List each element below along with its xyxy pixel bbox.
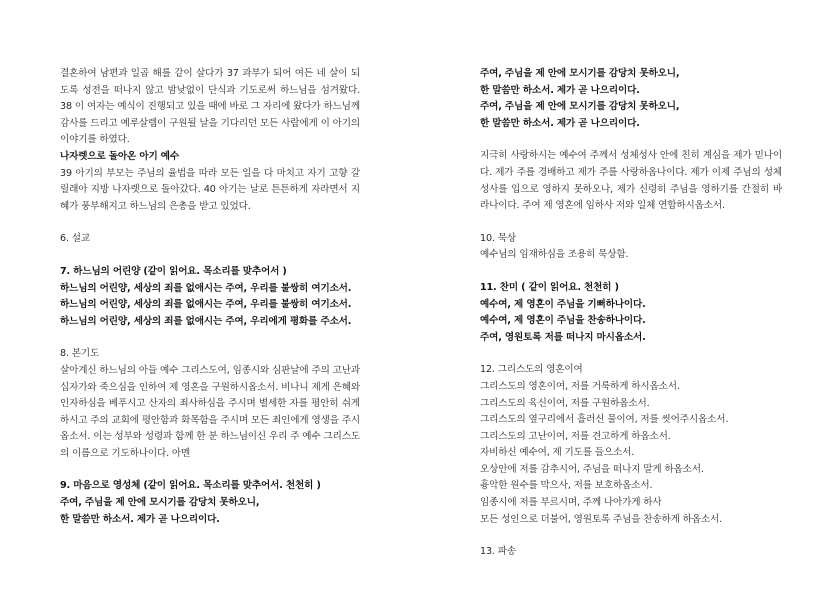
section-7-title: 7. 하느님의 어린양 (같이 읽어요. 목소리를 맞추어서 ) bbox=[60, 265, 287, 277]
agnus-dei-line: 하느님의 어린양, 세상의 죄를 없애시는 주여, 우리를 불쌍히 여기소서. bbox=[60, 282, 352, 294]
anima-christi-line: 그리스도의 옆구리에서 흘러신 물이여, 저를 씻어주시옵소서. bbox=[480, 414, 729, 426]
praise-line: 주여, 영원토록 저를 떠나지 마시옵소서. bbox=[480, 331, 646, 343]
anima-christi-line: 그리스도의 영혼이여, 저를 거룩하게 하시옵소서. bbox=[480, 380, 680, 392]
section-12-title: 12. 그리스도의 영혼이여 bbox=[480, 364, 583, 376]
section-10-text: 예수님의 임재하심을 조용히 묵상함. bbox=[480, 249, 629, 261]
communion-line: 한 말씀만 하소서. 제가 곧 나으리이다. bbox=[480, 117, 640, 129]
anima-christi-line: 그리스도의 고난이여, 저를 견고하게 하옵소서. bbox=[480, 430, 671, 442]
communion-line: 주여, 주님을 제 안에 모시기를 감당치 못하오니, bbox=[480, 101, 680, 113]
anima-christi-line: 임종시에 저를 부르시며, 주께 나아가게 하사 bbox=[480, 497, 662, 509]
anima-christi-line: 흉악한 원수를 막으사, 저를 보호하옵소서. bbox=[480, 480, 653, 492]
praise-line: 예수여, 제 영혼이 주님을 찬송하나이다. bbox=[480, 315, 646, 327]
spiritual-communion-prayer: 지극히 사랑하시는 예수여 주께서 성체성사 안에 친히 계심을 제가 믿나이다. 제가 주를 경배하고 제가 주를 사랑하옵나이다. 제가 이제 주님의 성체성사를 입으로 영하지 못하오나, 제가 신령히 주님을 영하기를 간절히 바라나이다. 주여 제 영혼에 임하사 저와 일체 연합하시옵소서. bbox=[480, 150, 782, 212]
left-column bbox=[60, 66, 360, 528]
anima-christi-line: 자비하신 예수여, 제 기도를 들으소서. bbox=[480, 447, 635, 459]
section-13-title: 13. 파송 bbox=[480, 546, 516, 558]
section-10-title: 10. 묵상 bbox=[480, 232, 516, 244]
section-8-prayer-text: 살아계신 하느님의 아들 예수 그리스도여, 임종시와 심판날에 주의 고난과 십자가와 죽으심을 인하여 제 영혼을 구원하시옵소서. 비나니 제게 은혜와 인자하심을 베푸시고 산자의 죄사하심을 주시며 별세한 자를 평안히 쉬게 하시고 주의 교회에 평안함과 화목함을 주시며 모든 죄인에게 영생을 주시옵소서. 이는 성부와 성령과 함께 한 분 하느님이신 우리 주 예수 그리스도의 이름으로 기도하나이다. 아멘 bbox=[60, 364, 360, 459]
anima-christi-line: 오상안에 저를 감추시어, 주님을 떠나지 말게 하옵소서. bbox=[480, 463, 704, 475]
scripture-paragraph-2: 39 아기의 부모는 주님의 율법을 따라 모든 일을 다 마치고 자기 고향 갈릴래아 지방 나자렛으로 돌아갔다. 40 아기는 날로 튼튼하게 자라면서 지혜가 풍부해지고 하느님의 은총을 받고 있었다. bbox=[60, 167, 360, 212]
section-11-title: 11. 찬미 ( 같이 읽어요. 천천히 ) bbox=[480, 281, 619, 293]
communion-line: 주여, 주님을 제 안에 모시기를 감당치 못하오니, bbox=[480, 68, 680, 79]
agnus-dei-line: 하느님의 어린양, 세상의 죄를 없애시는 주여, 우리에게 평화를 주소서. bbox=[60, 315, 352, 327]
communion-line: 한 말씀만 하소서. 제가 곧 나으리이다. bbox=[480, 84, 640, 96]
section-8-title: 8. 본기도 bbox=[60, 348, 100, 360]
agnus-dei-line: 하느님의 어린양, 세상의 죄를 없애시는 주여, 우리를 불쌍히 여기소서. bbox=[60, 299, 352, 311]
communion-line: 주여, 주님을 제 안에 모시기를 감당치 못하오니, bbox=[60, 497, 260, 509]
section-heading-nazareth: 나자렛으로 돌아온 아기 예수 bbox=[60, 150, 179, 162]
section-9-title: 9. 마음으로 영성체 (같이 읽어요. 목소리를 맞추어서. 천천히 ) bbox=[60, 480, 321, 492]
scripture-paragraph-1: 결혼하여 남편과 일곱 해를 같이 살다가 37 과부가 되어 여든 네 살이 되도록 성전을 떠나지 않고 밤낮없이 단식과 기도로써 하느님을 섬겨왔다. 38 이 여자는 예식이 진행되고 있을 때에 바로 그 자리에 왔다가 하느님께 감사를 드리고 예루살렘이 구원될 날을 기다리던 모든 사람에게 이 아기의 이야기를 하였다. bbox=[60, 68, 360, 146]
communion-line: 한 말씀만 하소서. 제가 곧 나으리이다. bbox=[60, 513, 220, 525]
section-6-sermon: 6. 설교 bbox=[60, 233, 90, 245]
right-column bbox=[480, 66, 782, 561]
anima-christi-line: 그리스도의 육신이여, 저를 구원하옵소서. bbox=[480, 397, 650, 409]
praise-line: 예수여, 제 영혼이 주님을 기뻐하나이다. bbox=[480, 298, 646, 310]
anima-christi-line: 모든 성인으로 더불어, 영원토록 주님을 찬송하게 하옵소서. bbox=[480, 513, 723, 525]
